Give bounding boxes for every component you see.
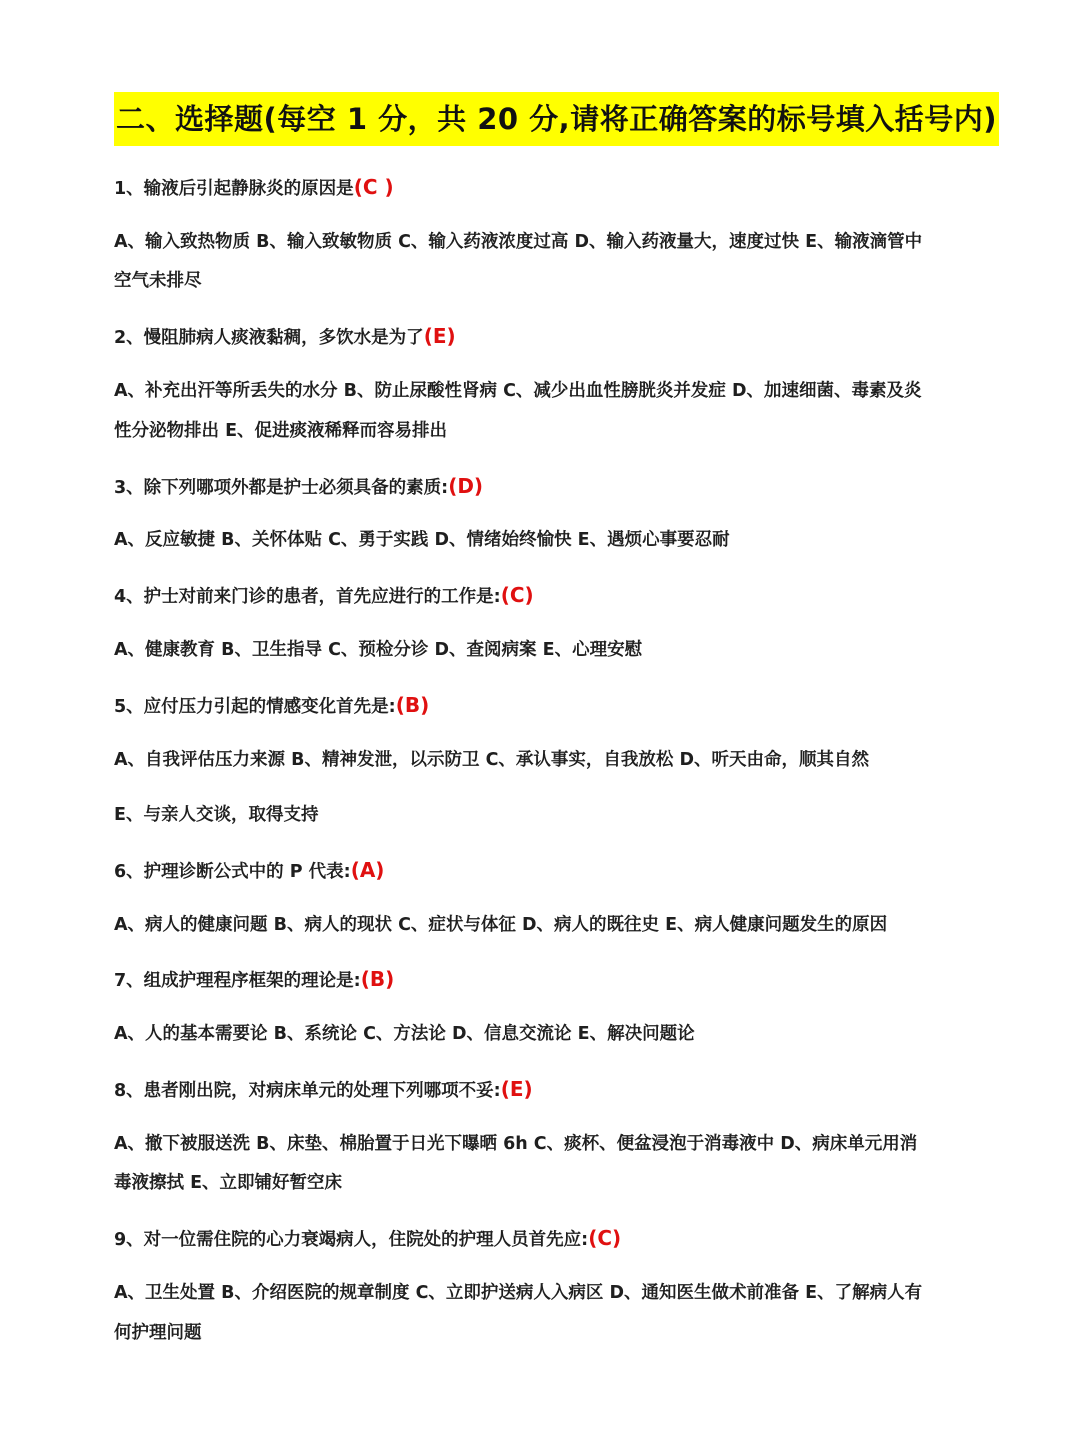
question-stem-9	[114, 1218, 974, 1260]
answer-mark: (A)	[350, 858, 385, 882]
answer-mark: (C )	[353, 175, 394, 199]
answer-mark: (C)	[500, 583, 534, 607]
question-text: 9、对一位需住院的心力衰竭病人，住院处的护理人员首先应:	[114, 1230, 589, 1250]
question-text: 5、应付压力引起的情感变化首先是:	[114, 697, 396, 717]
question-stem-1	[114, 167, 974, 209]
question-stem-4	[114, 575, 974, 617]
question-text: 2、慢阻肺病人痰液黏稠，多饮水是为了	[114, 328, 424, 348]
options-line: A、撤下被服送洗 B、床垫、棉胎置于日光下曝晒 6h C、痰杯、便盆浸泡于消毒液中 D、病床单元用消	[114, 1134, 918, 1154]
answer-mark: (B)	[360, 967, 395, 991]
section-title: 二、选择题(每空 1 分，共 20 分,请将正确答案的标号填入括号内)	[114, 92, 999, 146]
question-stem-7	[114, 959, 974, 1001]
options-line: A、卫生处置 B、介绍医院的规章制度 C、立即护送病人入病区 D、通知医生做术前准备 E、了解病人有	[114, 1283, 923, 1303]
question-stem-6	[114, 850, 974, 892]
question-stem-5	[114, 685, 974, 727]
answer-mark: (E)	[423, 324, 456, 348]
answer-mark: (C)	[588, 1226, 622, 1250]
options-line: A、输入致热物质 B、输入致敏物质 C、输入药液浓度过高 D、输入药液量大，速度过快 E、输液滴管中	[114, 232, 923, 252]
answer-mark: (D)	[448, 474, 484, 498]
options-line: A、健康教育 B、卫生指导 C、预检分诊 D、查阅病案 E、心理安慰	[114, 640, 643, 660]
answer-mark: (E)	[500, 1077, 533, 1101]
options-line: 何护理问题	[114, 1323, 202, 1343]
question-stem-3	[114, 466, 974, 508]
options-line: A、自我评估压力来源 B、精神发泄，以示防卫 C、承认事实，自我放松 D、听天由命，顺其自然	[114, 750, 870, 770]
answer-mark: (B)	[395, 693, 430, 717]
question-text: 8、患者刚出院，对病床单元的处理下列哪项不妥:	[114, 1081, 501, 1101]
question-text: 1、输液后引起静脉炎的原因是	[114, 179, 354, 199]
question-text: 7、组成护理程序框架的理论是:	[114, 971, 361, 991]
options-line: A、反应敏捷 B、关怀体贴 C、勇于实践 D、情绪始终愉快 E、遇烦心事要忍耐	[114, 530, 730, 550]
options-line: E、与亲人交谈，取得支持	[114, 805, 319, 825]
question-text: 4、护士对前来门诊的患者，首先应进行的工作是:	[114, 587, 501, 607]
options-line: A、病人的健康问题 B、病人的现状 C、症状与体征 D、病人的既往史 E、病人健康问题发生的原因	[114, 915, 888, 935]
question-text: 6、护理诊断公式中的 P 代表:	[114, 862, 351, 882]
options-line: A、人的基本需要论 B、系统论 C、方法论 D、信息交流论 E、解决问题论	[114, 1024, 695, 1044]
options-line: 性分泌物排出 E、促进痰液稀释而容易排出	[114, 421, 448, 441]
question-stem-8	[114, 1069, 974, 1111]
options-line: 空气未排尽	[114, 271, 202, 291]
options-line: A、补充出汗等所丢失的水分 B、防止尿酸性肾病 C、减少出血性膀胱炎并发症 D、加速细菌、毒素及炎	[114, 381, 922, 401]
question-stem-2	[114, 316, 974, 358]
question-text: 3、除下列哪项外都是护士必须具备的素质:	[114, 478, 449, 498]
options-line: 毒液擦拭 E、立即铺好暂空床	[114, 1173, 343, 1193]
